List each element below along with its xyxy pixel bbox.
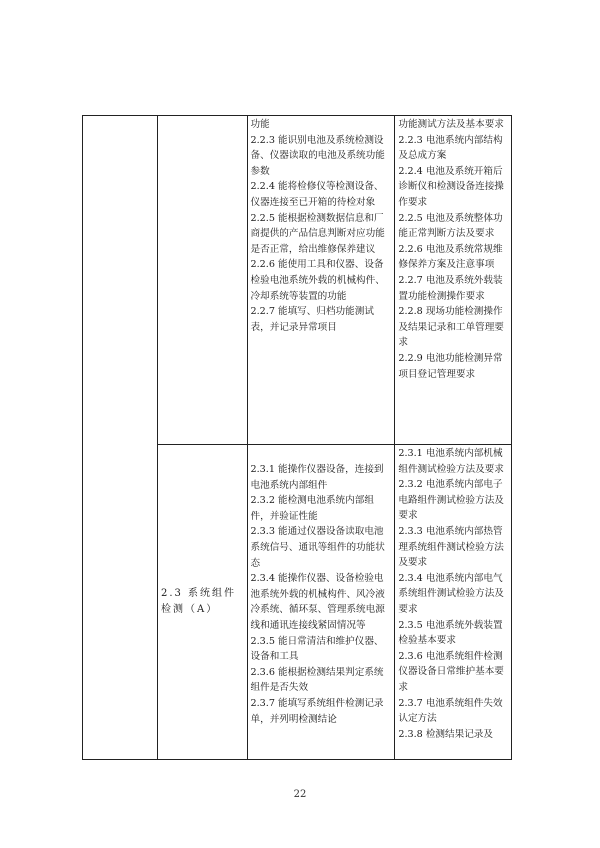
knowledge-item: 2.3.6 电池系统组件检测仪器设备日常维护基本要求 <box>398 650 504 693</box>
knowledge-item: 2.2.7 电池及系统外载装置功能检测操作要求 <box>398 274 503 302</box>
skill-item: 2.3.2 能检测电池系统内部组件，并验证性能 <box>250 495 374 522</box>
skill-item: 功能 <box>250 119 270 130</box>
skill-item: 2.2.7 能填写、归档功能测试表，并记录异常项目 <box>250 306 374 333</box>
skill-item: 2.2.6 能使用工具和仪器、设备检验电池系统外载的机械构件、冷却系统等装置的功能 <box>250 259 385 302</box>
knowledge-item: 2.2.3 电池系统内部结构及总成方案 <box>398 134 503 162</box>
knowledge-item: 2.2.4 电池及系统开箱后诊断仪和检测设备连接操作要求 <box>398 165 504 208</box>
knowledge-item: 2.3.5 电池系统外载装置检验基本要求 <box>398 619 503 647</box>
skill-item: 2.2.5 能根据检测数据信息和厂商提供的产品信息判断对应功能是否正常，给出维修保养建议 <box>250 212 385 255</box>
occupation-cell <box>83 116 158 760</box>
knowledge-item: 2.2.6 电池及系统常规维修保养方案及注意事项 <box>398 243 503 271</box>
knowledge-cell <box>395 116 512 445</box>
category-cell: 2.3 系统组件检测（A） <box>157 445 247 760</box>
skill-item: 2.3.5 能日常清洁和维护仪器、设备和工具 <box>250 635 384 663</box>
skill-item: 2.3.1 能操作仪器设备，连接到电池系统内部组件 <box>250 464 384 491</box>
knowledge-item: 2.3.7 电池系统组件失效认定方法 <box>398 697 503 725</box>
skill-item: 2.3.3 能通过仪器设备读取电池系统信号、通讯等组件的功能状态 <box>250 526 385 569</box>
knowledge-item: 2.2.9 电池功能检测异常项目登记管理要求 <box>398 352 503 380</box>
knowledge-item: 2.3.3 电池系统内部热管理系统组件测试检验方法及要求 <box>398 525 504 569</box>
page-number: 22 <box>293 789 307 800</box>
skill-item: 2.3.6 能根据检测结果判定系统组件是否失效 <box>250 666 384 694</box>
category-cell <box>157 116 247 445</box>
knowledge-cell <box>395 445 512 760</box>
knowledge-item: 2.3.1 电池系统内部机械组件测试检验方法及要求 <box>398 448 504 475</box>
knowledge-item: 2.3.8 检测结果记录及 <box>398 728 493 740</box>
skill-item: 2.3.7 能填写系统组件检测记录单，并列明检测结论 <box>250 697 384 725</box>
standards-table <box>82 115 512 760</box>
knowledge-item: 2.2.8 现场功能检测操作及结果记录和工单管理要求 <box>398 306 504 349</box>
knowledge-item: 2.3.4 电池系统内部电气系统组件测试检验方法及要求 <box>398 572 504 615</box>
table-row <box>83 116 512 445</box>
knowledge-item: 2.2.5 电池及系统整体功能正常判断方法及要求 <box>398 212 503 240</box>
knowledge-item: 2.3.2 电池系统内部电子电路组件测试检验方法及要求 <box>398 479 504 522</box>
skill-item: 2.2.4 能将检修仪等检测设备、仪器连接至已开箱的待检对象 <box>250 181 384 208</box>
knowledge-item: 功能测试方法及基本要求 <box>398 119 504 130</box>
skill-item: 2.2.3 能识别电池及系统检测设备、仪器读取的电池及系统功能参数 <box>250 134 385 177</box>
skills-cell <box>247 116 395 445</box>
skills-cell <box>247 445 395 760</box>
skill-item: 2.3.4 能操作仪器、设备检验电池系统外载的机械构件、风冷液冷系统、循环泵、管理系统电源线和通讯连接线紧固情况等 <box>250 573 385 631</box>
